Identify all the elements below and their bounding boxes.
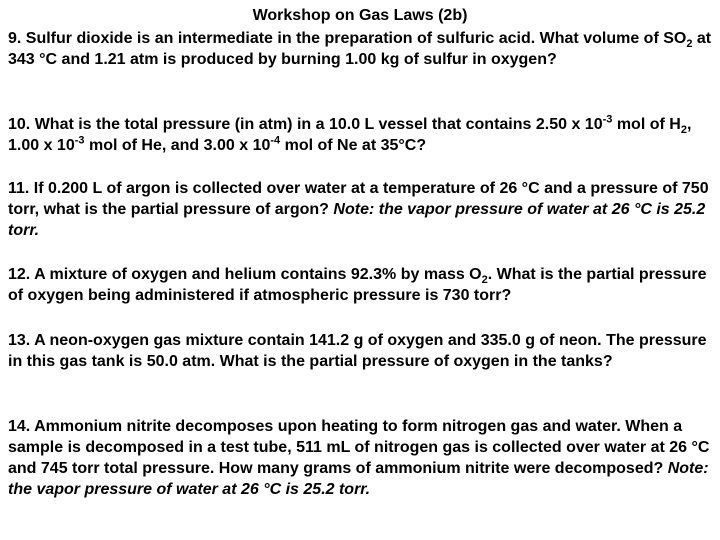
question-11: 11. If 0.200 L of argon is collected over water at a temperature of 26 °C and a pressure of 750 torr, what is the partial pressure of argon? Note: the vapor pressure of water at 26 °C is 25.2 torr. [8, 180, 709, 239]
question-9: 9. Sulfur dioxide is an intermediate in the preparation of sulfuric acid. What volume of $SO_2$ at 343 °C and 1.21 atm is produced by burning 1.00 kg of sulfur in oxygen? [8, 30, 712, 68]
question-13: 13. A neon-oxygen gas mixture contain 141.2 g of oxygen and 335.0 g of neon. The pressure in this gas tank is 50.0 atm. What is the partial pressure of oxygen in the tanks? [8, 332, 707, 370]
vapor-pressure-note: Note: the vapor pressure of water at 26 °C is 25.2 torr. [8, 460, 709, 498]
page-title: Workshop on Gas Laws (2b) [252, 7, 468, 24]
vapor-pressure-note: Note: the vapor pressure of water at 26 °C is 25.2 torr. [8, 201, 706, 239]
question-14: 14. Ammonium nitrite decomposes upon heating to form nitrogen gas and water. When a sample is decomposed in a test tube, 511 mL of nitrogen gas is collected over water at 26 °C and 745 torr total pressure. How many grams of ammonium nitrite were decomposed? Note: the vapor pressure of water at 26 °C is 25.2 torr. [8, 418, 710, 498]
question-12: 12. A mixture of oxygen and helium contains 92.3% by mass $O_2$. What is the partial pressure of oxygen being administered if atmospheric pressure is 730 torr? [8, 266, 707, 304]
question-10: 10. What is the total pressure (in atm) in a 10.0 L vessel that contains 2.50 x $10^{-3}$ mol of $H_2$, 1.00 x $10^{-3}$ mol of He, and 3.00 x $10^{-4}$ mol of Ne at 35°C? [8, 113, 692, 154]
